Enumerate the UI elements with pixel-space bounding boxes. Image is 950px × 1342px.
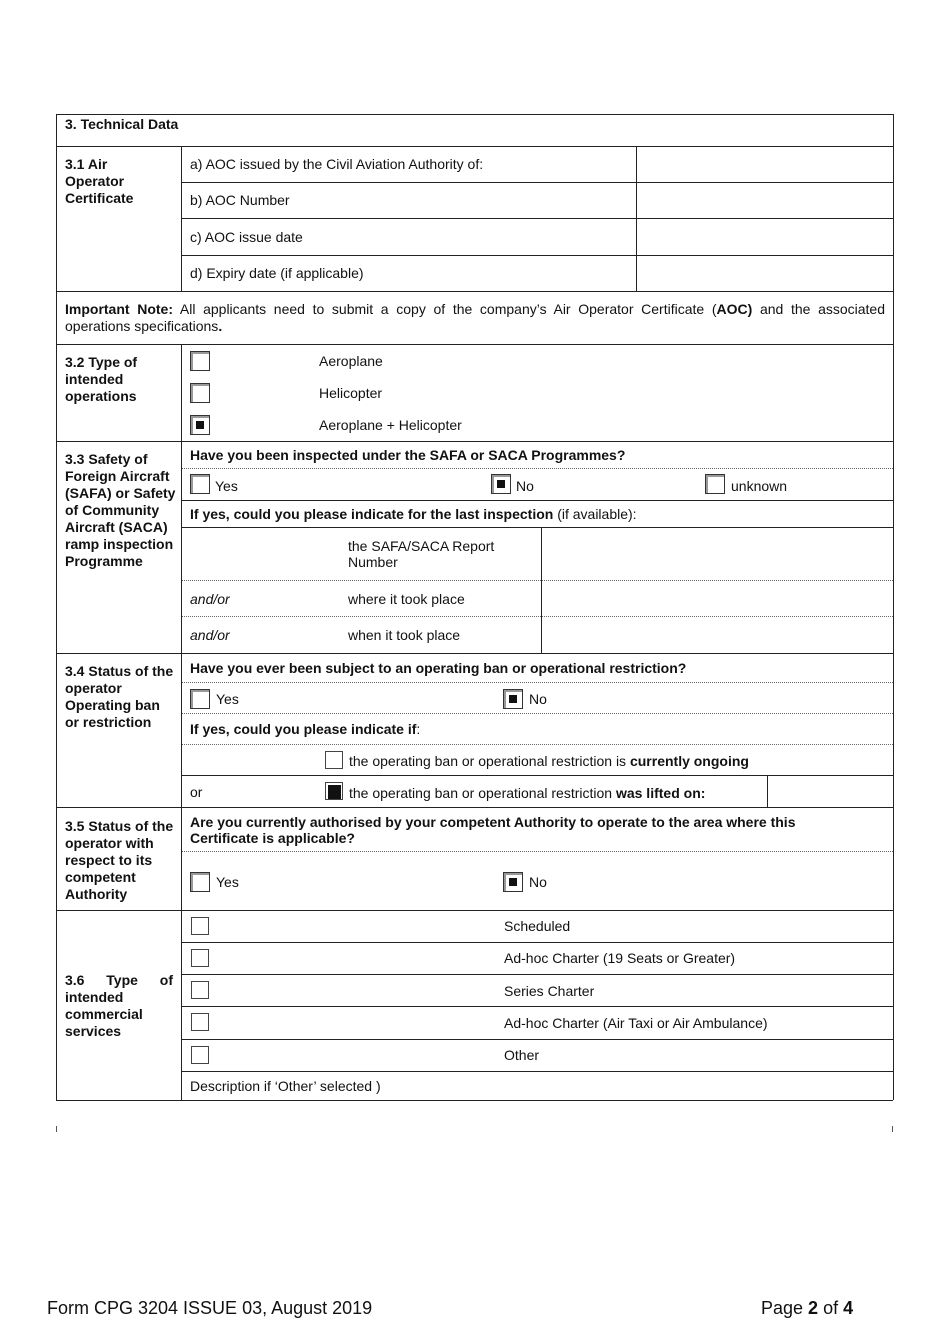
safa-no-label: No xyxy=(516,478,534,494)
auth-no-label: No xyxy=(529,874,547,890)
note-period: . xyxy=(218,318,223,334)
checkmark-icon xyxy=(497,480,505,488)
aoc-row-expiry: d) Expiry date (if applicable) xyxy=(190,265,364,281)
ban-yes-checkbox[interactable] xyxy=(190,689,210,709)
margin-mark-left xyxy=(56,1126,57,1132)
safa-no-checkbox[interactable] xyxy=(491,474,511,494)
service-series-label: Series Charter xyxy=(504,983,595,999)
safa-andor-1: and/or xyxy=(190,591,230,607)
safa-if-yes-bold: If yes, could you please indicate for the last inspection xyxy=(190,506,554,522)
service-scheduled-label: Scheduled xyxy=(504,918,571,934)
aoc-row-number: b) AOC Number xyxy=(190,192,290,208)
page-total: 4 xyxy=(843,1298,854,1318)
service-adhoc-19-checkbox[interactable] xyxy=(191,949,209,967)
ban-ongoing-checkbox[interactable] xyxy=(325,751,343,769)
note-bold: Important Note: xyxy=(65,301,173,317)
ops-aeroplane-checkbox[interactable] xyxy=(190,351,210,371)
ban-ongoing-b: currently ongoing xyxy=(629,753,749,769)
safa-report-field[interactable] xyxy=(543,529,891,579)
footer-page xyxy=(761,1298,853,1319)
page-number: 2 xyxy=(808,1298,819,1318)
safa-where-field[interactable] xyxy=(543,582,891,615)
services-label-a: 3.6 Type of xyxy=(65,972,173,988)
service-adhoc-taxi-label: Ad-hoc Charter (Air Taxi or Air Ambulance) xyxy=(504,1015,768,1031)
auth-question: Are you currently authorised by your competent Authority to operate to the area where this Certificate is applicable? xyxy=(190,814,796,846)
section-title: 3. Technical Data xyxy=(65,116,179,132)
ops-helicopter-checkbox[interactable] xyxy=(190,383,210,403)
safa-where-label: where it took place xyxy=(348,591,465,607)
aoc-row-country: a) AOC issued by the Civil Aviation Authority of: xyxy=(190,156,484,172)
auth-yes-checkbox[interactable] xyxy=(190,872,210,892)
safa-unknown-checkbox[interactable] xyxy=(705,474,725,494)
aoc-label: 3.1 Air Operator Certificate xyxy=(65,156,134,206)
page-prefix: Page xyxy=(761,1298,809,1318)
safa-if-yes xyxy=(190,506,637,523)
ban-lifted-text xyxy=(349,785,705,802)
note-aoc: AOC) xyxy=(716,301,753,317)
aoc-issue-date-field[interactable] xyxy=(638,220,891,254)
important-note xyxy=(65,301,885,335)
aoc-country-field[interactable] xyxy=(638,148,891,181)
ops-aeroplane-label: Aeroplane xyxy=(319,353,383,369)
safa-label: 3.3 Safety of Foreign Aircraft (SAFA) or Safety of Community Aircraft (SACA) ramp inspection Programme xyxy=(65,451,176,569)
page-mid: of xyxy=(818,1298,844,1318)
service-adhoc-19-label: Ad-hoc Charter (19 Seats or Greater) xyxy=(504,950,736,966)
ban-lifted-checkbox[interactable] xyxy=(325,782,343,800)
auth-label: 3.5 Status of the operator with respect to its competent Authority xyxy=(65,818,174,902)
safa-when-field[interactable] xyxy=(543,618,891,652)
ban-no-checkbox[interactable] xyxy=(503,689,523,709)
ban-ongoing-text xyxy=(349,753,749,770)
service-other-description: Description if ‘Other’ selected ) xyxy=(190,1078,381,1094)
safa-if-yes-rest: (if available): xyxy=(553,506,637,522)
checkmark-icon xyxy=(509,878,517,886)
auth-yes-label: Yes xyxy=(216,874,239,890)
service-other-checkbox[interactable] xyxy=(191,1046,209,1064)
safa-question: Have you been inspected under the SAFA or SACA Programmes? xyxy=(190,447,626,463)
ban-yes-label: Yes xyxy=(216,691,239,707)
aoc-number-field[interactable] xyxy=(638,184,891,217)
ban-question: Have you ever been subject to an operating ban or operational restriction? xyxy=(190,660,687,676)
margin-mark-right xyxy=(892,1126,893,1132)
ops-helicopter-label: Helicopter xyxy=(319,385,383,401)
ban-label: 3.4 Status of the operator Operating ban or restriction xyxy=(65,663,174,730)
ops-both-label: Aeroplane + Helicopter xyxy=(319,417,462,433)
ban-or: or xyxy=(190,784,203,800)
safa-unknown-label: unknown xyxy=(731,478,788,494)
footer-form-id: Form CPG 3204 ISSUE 03, August 2019 xyxy=(47,1298,373,1318)
safa-report-label: the SAFA/SACA Report Number xyxy=(348,538,495,570)
checkmark-icon xyxy=(196,421,204,429)
checkmark-icon xyxy=(328,785,341,799)
auth-no-checkbox[interactable] xyxy=(503,872,523,892)
service-other-label: Other xyxy=(504,1047,540,1063)
service-scheduled-checkbox[interactable] xyxy=(191,917,209,935)
service-series-checkbox[interactable] xyxy=(191,981,209,999)
aoc-expiry-field[interactable] xyxy=(638,257,891,290)
ops-both-checkbox[interactable] xyxy=(190,415,210,435)
ops-label: 3.2 Type of intended operations xyxy=(65,354,138,404)
aoc-row-issue-date: c) AOC issue date xyxy=(190,229,303,245)
checkmark-icon xyxy=(509,695,517,703)
services-label-b: intended commercial services xyxy=(65,989,143,1039)
service-other-description-field[interactable] xyxy=(300,1073,890,1099)
ban-ongoing-a: the operating ban or operational restriction is xyxy=(349,753,630,769)
note-text-b: and the associated operations specifications xyxy=(65,301,886,334)
ban-if-yes-bold: If yes, could you please indicate if xyxy=(190,721,417,737)
ban-lifted-a: the operating ban or operational restriction xyxy=(349,785,616,801)
ban-colon: : xyxy=(416,721,421,737)
service-adhoc-taxi-checkbox[interactable] xyxy=(191,1013,209,1031)
safa-yes-label: Yes xyxy=(215,478,238,494)
ban-lifted-date-field[interactable] xyxy=(769,777,891,806)
ban-if-yes xyxy=(190,721,420,738)
ban-no-label: No xyxy=(529,691,547,707)
note-text-a: All applicants need to submit a copy of the company’s Air Operator Certificate ( xyxy=(172,301,717,317)
safa-when-label: when it took place xyxy=(348,627,461,643)
safa-andor-2: and/or xyxy=(190,627,230,643)
ban-lifted-b: was lifted on: xyxy=(615,785,706,801)
safa-yes-checkbox[interactable] xyxy=(190,474,210,494)
